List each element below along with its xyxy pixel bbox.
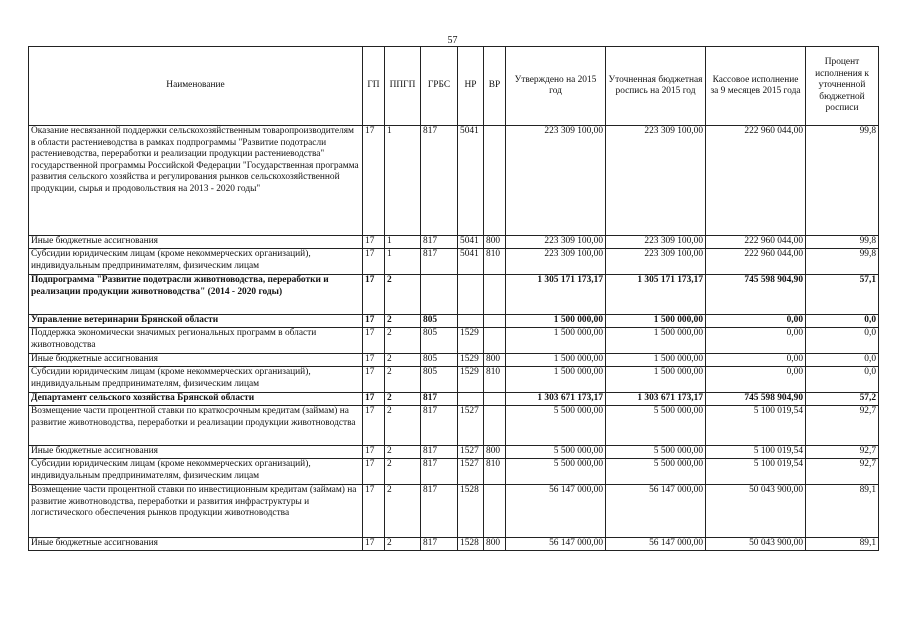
cell-approved: 223 309 100,00 — [506, 236, 606, 249]
cell-name: Субсидии юридическим лицам (кроме некоммерческих организаций), индивидуальным предпринимателям, физическим лицам — [29, 249, 363, 275]
cell-ppgp: 2 — [385, 538, 421, 551]
cell-grbs: 817 — [421, 485, 458, 538]
cell-vr — [484, 126, 506, 236]
table-row — [29, 367, 879, 393]
cell-nr: 5041 — [458, 249, 484, 275]
page-number: 57 — [447, 35, 458, 46]
header-nr: НР — [458, 47, 484, 126]
cell-vr — [484, 393, 506, 406]
cell-vr — [484, 328, 506, 354]
cell-nr — [458, 315, 484, 328]
cell-nr: 1529 — [458, 367, 484, 393]
cell-name: Департамент сельского хозяйства Брянской области — [29, 393, 363, 406]
cell-gp: 17 — [363, 275, 385, 315]
cell-gp: 17 — [363, 459, 385, 485]
cell-revised: 1 500 000,00 — [606, 328, 706, 354]
cell-nr: 1527 — [458, 406, 484, 446]
table-row — [29, 446, 879, 459]
cell-name: Субсидии юридическим лицам (кроме некоммерческих организаций), индивидуальным предпринимателям, физическим лицам — [29, 367, 363, 393]
cell-approved: 56 147 000,00 — [506, 485, 606, 538]
cell-nr: 1528 — [458, 538, 484, 551]
cell-revised: 5 500 000,00 — [606, 459, 706, 485]
cell-revised: 5 500 000,00 — [606, 446, 706, 459]
cell-approved: 1 500 000,00 — [506, 328, 606, 354]
cell-revised: 1 303 671 173,17 — [606, 393, 706, 406]
cell-percent: 0,0 — [806, 315, 879, 328]
cell-vr — [484, 275, 506, 315]
cell-percent: 99,8 — [806, 249, 879, 275]
cell-revised: 1 500 000,00 — [606, 367, 706, 393]
cell-percent: 57,2 — [806, 393, 879, 406]
header-approved: Утверждено на 2015 год — [506, 47, 606, 126]
cell-percent: 99,8 — [806, 126, 879, 236]
table-row — [29, 354, 879, 367]
cell-cash: 0,00 — [706, 354, 806, 367]
table-row — [29, 406, 879, 446]
cell-revised: 1 500 000,00 — [606, 354, 706, 367]
cell-name: Субсидии юридическим лицам (кроме некоммерческих организаций), индивидуальным предпринимателям, физическим лицам — [29, 459, 363, 485]
cell-name: Иные бюджетные ассигнования — [29, 538, 363, 551]
cell-cash: 50 043 900,00 — [706, 538, 806, 551]
cell-percent: 89,1 — [806, 485, 879, 538]
budget-table — [28, 46, 879, 551]
cell-gp: 17 — [363, 538, 385, 551]
cell-percent: 92,7 — [806, 446, 879, 459]
cell-gp: 17 — [363, 328, 385, 354]
cell-approved: 5 500 000,00 — [506, 406, 606, 446]
cell-approved: 1 305 171 173,17 — [506, 275, 606, 315]
cell-nr: 1527 — [458, 446, 484, 459]
cell-cash: 222 960 044,00 — [706, 126, 806, 236]
table-row — [29, 315, 879, 328]
cell-gp: 17 — [363, 354, 385, 367]
cell-cash: 745 598 904,90 — [706, 393, 806, 406]
cell-percent: 99,8 — [806, 236, 879, 249]
cell-grbs — [421, 275, 458, 315]
cell-grbs: 817 — [421, 393, 458, 406]
header-grbs: ГРБС — [421, 47, 458, 126]
cell-gp: 17 — [363, 393, 385, 406]
cell-percent: 0,0 — [806, 354, 879, 367]
cell-ppgp: 2 — [385, 446, 421, 459]
table-row — [29, 328, 879, 354]
cell-vr — [484, 406, 506, 446]
cell-cash: 5 100 019,54 — [706, 446, 806, 459]
table-header — [29, 47, 879, 126]
cell-ppgp: 2 — [385, 328, 421, 354]
cell-name: Возмещение части процентной ставки по инвестиционным кредитам (займам) на развитие животноводства, переработки и развития инфраструктуры и логистического обеспечения рынков продукции животноводства — [29, 485, 363, 538]
cell-approved: 1 500 000,00 — [506, 354, 606, 367]
cell-cash: 5 100 019,54 — [706, 459, 806, 485]
cell-gp: 17 — [363, 485, 385, 538]
cell-ppgp: 1 — [385, 249, 421, 275]
cell-nr: 1528 — [458, 485, 484, 538]
table-row — [29, 236, 879, 249]
cell-name: Возмещение части процентной ставки по краткосрочным кредитам (займам) на развитие животноводства, переработки и реализации продукции животноводства — [29, 406, 363, 446]
cell-grbs: 817 — [421, 406, 458, 446]
cell-gp: 17 — [363, 315, 385, 328]
cell-grbs: 817 — [421, 249, 458, 275]
table-row — [29, 393, 879, 406]
cell-approved: 56 147 000,00 — [506, 538, 606, 551]
cell-name: Оказание несвязанной поддержки сельскохозяйственным товаропроизводителям в области растениеводства в рамках подпрограммы "Развитие подотрасли растениеводства, переработки и реализации продукции растениеводства" государственной программы Российской Федерации "Государственная программа развития сельского хозяйства и регулирования рынков сельскохозяйственной продукции, сырья и продовольствия на 2013 - 2020 годы" — [29, 126, 363, 236]
cell-nr: 1529 — [458, 328, 484, 354]
cell-gp: 17 — [363, 126, 385, 236]
table-row — [29, 275, 879, 315]
cell-nr: 5041 — [458, 126, 484, 236]
cell-vr: 810 — [484, 249, 506, 275]
table-row — [29, 538, 879, 551]
header-ppgp: ППГП — [385, 47, 421, 126]
cell-approved: 223 309 100,00 — [506, 126, 606, 236]
cell-vr — [484, 315, 506, 328]
cell-revised: 56 147 000,00 — [606, 538, 706, 551]
cell-percent: 57,1 — [806, 275, 879, 315]
cell-approved: 1 500 000,00 — [506, 367, 606, 393]
cell-revised: 223 309 100,00 — [606, 236, 706, 249]
cell-nr: 5041 — [458, 236, 484, 249]
cell-percent: 92,7 — [806, 406, 879, 446]
cell-percent: 0,0 — [806, 367, 879, 393]
header-percent: Процент исполнения к уточненной бюджетной росписи — [806, 47, 879, 126]
cell-nr — [458, 275, 484, 315]
cell-revised: 223 309 100,00 — [606, 249, 706, 275]
cell-name: Иные бюджетные ассигнования — [29, 236, 363, 249]
cell-percent: 0,0 — [806, 328, 879, 354]
cell-vr: 800 — [484, 354, 506, 367]
cell-ppgp: 2 — [385, 459, 421, 485]
cell-ppgp: 2 — [385, 485, 421, 538]
cell-approved: 5 500 000,00 — [506, 446, 606, 459]
cell-revised: 56 147 000,00 — [606, 485, 706, 538]
cell-nr: 1527 — [458, 459, 484, 485]
cell-cash: 222 960 044,00 — [706, 249, 806, 275]
cell-cash: 0,00 — [706, 315, 806, 328]
cell-ppgp: 1 — [385, 236, 421, 249]
cell-ppgp: 2 — [385, 275, 421, 315]
header-gp: ГП — [363, 47, 385, 126]
table-row — [29, 249, 879, 275]
cell-name: Управление ветеринарии Брянской области — [29, 315, 363, 328]
cell-vr: 800 — [484, 538, 506, 551]
cell-percent: 89,1 — [806, 538, 879, 551]
cell-vr: 800 — [484, 446, 506, 459]
cell-revised: 1 500 000,00 — [606, 315, 706, 328]
cell-vr — [484, 485, 506, 538]
header-revised: Уточненная бюджетная роспись на 2015 год — [606, 47, 706, 126]
cell-ppgp: 2 — [385, 393, 421, 406]
cell-grbs: 817 — [421, 538, 458, 551]
cell-cash: 222 960 044,00 — [706, 236, 806, 249]
cell-revised: 223 309 100,00 — [606, 126, 706, 236]
cell-gp: 17 — [363, 367, 385, 393]
cell-name: Поддержка экономически значимых региональных программ в области животноводства — [29, 328, 363, 354]
cell-grbs: 817 — [421, 126, 458, 236]
cell-name: Подпрограмма "Развитие подотрасли животноводства, переработки и реализации продукции животноводства" (2014 - 2020 годы) — [29, 275, 363, 315]
cell-approved: 223 309 100,00 — [506, 249, 606, 275]
cell-ppgp: 2 — [385, 367, 421, 393]
cell-approved: 5 500 000,00 — [506, 459, 606, 485]
header-name: Наименование — [29, 47, 363, 126]
cell-approved: 1 500 000,00 — [506, 315, 606, 328]
table-row — [29, 126, 879, 236]
header-cash: Кассовое исполнение за 9 месяцев 2015 года — [706, 47, 806, 126]
cell-gp: 17 — [363, 236, 385, 249]
cell-nr: 1529 — [458, 354, 484, 367]
cell-vr: 810 — [484, 367, 506, 393]
cell-grbs: 805 — [421, 367, 458, 393]
cell-grbs: 817 — [421, 459, 458, 485]
cell-nr — [458, 393, 484, 406]
cell-grbs: 817 — [421, 446, 458, 459]
cell-revised: 1 305 171 173,17 — [606, 275, 706, 315]
cell-gp: 17 — [363, 406, 385, 446]
cell-ppgp: 2 — [385, 315, 421, 328]
cell-cash: 0,00 — [706, 367, 806, 393]
cell-revised: 5 500 000,00 — [606, 406, 706, 446]
cell-name: Иные бюджетные ассигнования — [29, 354, 363, 367]
cell-vr: 810 — [484, 459, 506, 485]
header-vr: ВР — [484, 47, 506, 126]
cell-cash: 5 100 019,54 — [706, 406, 806, 446]
table-row — [29, 459, 879, 485]
cell-percent: 92,7 — [806, 459, 879, 485]
cell-approved: 1 303 671 173,17 — [506, 393, 606, 406]
cell-ppgp: 2 — [385, 354, 421, 367]
cell-grbs: 805 — [421, 354, 458, 367]
cell-grbs: 805 — [421, 315, 458, 328]
cell-ppgp: 1 — [385, 126, 421, 236]
cell-grbs: 805 — [421, 328, 458, 354]
cell-cash: 745 598 904,90 — [706, 275, 806, 315]
table-row — [29, 485, 879, 538]
cell-gp: 17 — [363, 446, 385, 459]
cell-cash: 50 043 900,00 — [706, 485, 806, 538]
cell-name: Иные бюджетные ассигнования — [29, 446, 363, 459]
cell-ppgp: 2 — [385, 406, 421, 446]
cell-grbs: 817 — [421, 236, 458, 249]
cell-vr: 800 — [484, 236, 506, 249]
cell-cash: 0,00 — [706, 328, 806, 354]
cell-gp: 17 — [363, 249, 385, 275]
table-body — [29, 126, 879, 551]
